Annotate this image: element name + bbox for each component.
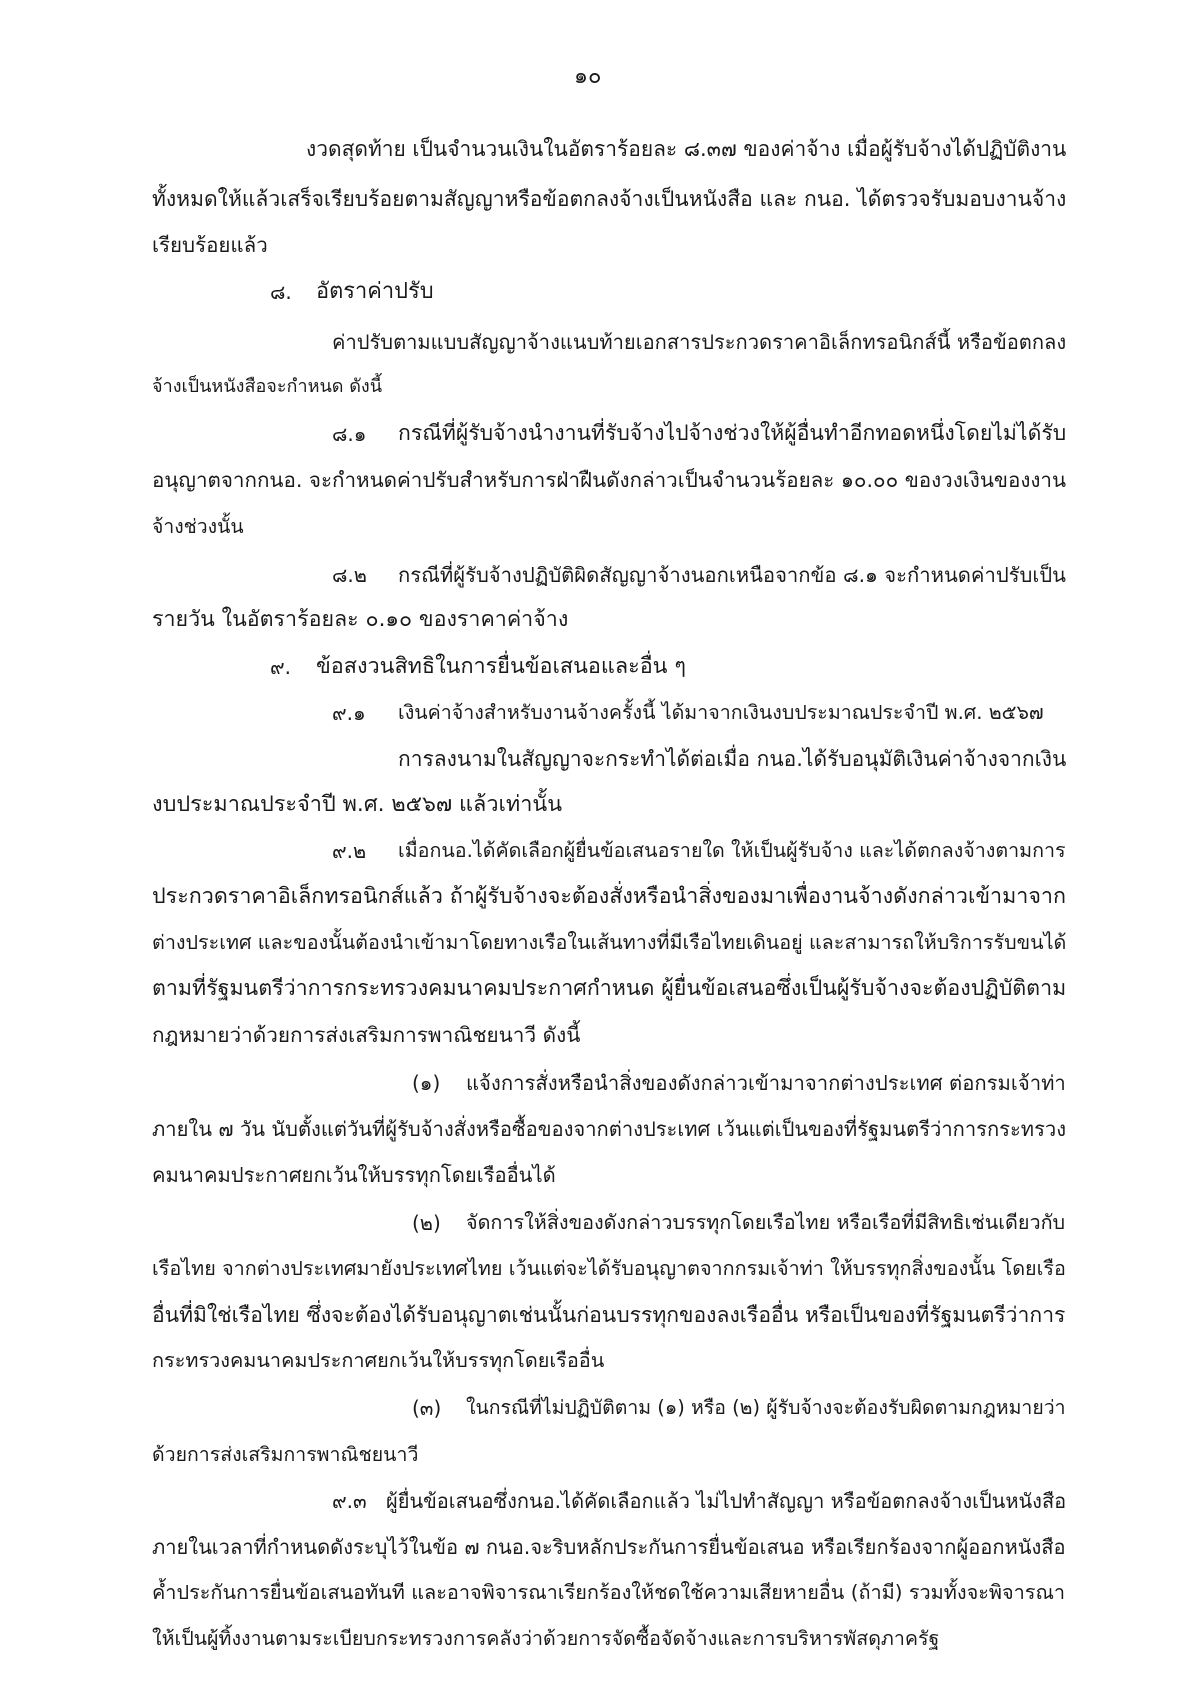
text-line: อื่นที่มิใช่เรือไทย ซึ่งจะต้องได้รับอนุญาตเช่นนั้นก่อนบรรทุกของลงเรืออื่น หรือเป็นของที่รัฐมนตรีว่าการ — [152, 1302, 1066, 1327]
section-number: ๘. — [270, 280, 292, 304]
text-line: ค่าปรับตามแบบสัญญาจ้างแนบท้ายเอกสารประกวดราคาอิเล็กทรอนิกส์นี้ หรือข้อตกลง — [332, 330, 1067, 354]
text-line: เมื่อกนอ.ได้คัดเลือกผู้ยื่นข้อเสนอรายใด ให้เป็นผู้รับจ้าง และได้ตกลงจ้างตามการ — [398, 839, 1066, 862]
text-line: กรณีที่ผู้รับจ้างปฏิบัติผิดสัญญาจ้างนอกเหนือจากข้อ ๘.๑ จะกำหนดค่าปรับเป็น — [398, 563, 1066, 587]
text-line: ค้ำประกันการยื่นข้อเสนอทันที และอาจพิจารณาเรียกร้องให้ชดใช้ความเสียหายอื่น (ถ้ามี) รวมทั้งจะพิจารณา — [152, 1581, 1066, 1604]
page-number: ๑๐ — [574, 64, 602, 89]
text-line: ด้วยการส่งเสริมการพาณิชยนาวี — [152, 1443, 419, 1466]
text-line: คมนาคมประกาศยกเว้นให้บรรทุกโดยเรืออื่นได้ — [152, 1163, 556, 1187]
text-line: งบประมาณประจำปี พ.ศ. ๒๕๖๗ แล้วเท่านั้น — [152, 792, 563, 817]
clause-number: ๙.๒ — [332, 839, 367, 863]
text-line: ภายในเวลาที่กำหนดดังระบุไว้ในข้อ ๗ กนอ.จะริบหลักประกันการยื่นข้อเสนอ หรือเรียกร้องจากผู้ออกหนังสือ — [152, 1535, 1066, 1559]
text-line: จ้างช่วงนั้น — [152, 515, 244, 538]
text-line: แจ้งการสั่งหรือนำสิ่งของดังกล่าวเข้ามาจากต่างประเทศ ต่อกรมเจ้าท่า — [466, 1071, 1066, 1095]
item-number: (๓) — [412, 1396, 442, 1420]
text-line: ภายใน ๗ วัน นับตั้งแต่วันที่ผู้รับจ้างสั่งหรือซื้อของจากต่างประเทศ เว้นแต่เป็นของที่รัฐมนตรีว่าการกระทรวง — [152, 1117, 1067, 1141]
item-number: (๒) — [412, 1211, 441, 1235]
text-line: กระทรวงคมนาคมประกาศยกเว้นให้บรรทุกโดยเรืออื่น — [152, 1349, 605, 1372]
text-line: รายวัน ในอัตราร้อยละ ๐.๑๐ ของราคาค่าจ้าง — [152, 607, 569, 632]
text-line: ทั้งหมดให้แล้วเสร็จเรียบร้อยตามสัญญาหรือข้อตกลงจ้างเป็นหนังสือ และ กนอ. ได้ตรวจรับมอบงานจ้าง — [152, 186, 1067, 211]
text-line: จ้างเป็นหนังสือจะกำหนด ดังนี้ — [152, 376, 383, 397]
clause-number: ๘.๒ — [332, 563, 367, 587]
text-line: กรณีที่ผู้รับจ้างนำงานที่รับจ้างไปจ้างช่วงให้ผู้อื่นทำอีกทอดหนึ่งโดยไม่ได้รับ — [398, 421, 1067, 446]
text-line: ต่างประเทศ และของนั้นต้องนำเข้ามาโดยทางเรือในเส้นทางที่มีเรือไทยเดินอยู่ และสามารถให้บริการรับขนได้ — [152, 931, 1067, 954]
text-line: ผู้ยื่นข้อเสนอซึ่งกนอ.ได้คัดเลือกแล้ว ไม่ไปทำสัญญา หรือข้อตกลงจ้างเป็นหนังสือ — [386, 1489, 1067, 1513]
text-line: การลงนามในสัญญาจะกระทำได้ต่อเมื่อ กนอ.ได้รับอนุมัติเงินค่าจ้างจากเงิน — [398, 747, 1067, 771]
text-line: เงินค่าจ้างสำหรับงานจ้างครั้งนี้ ได้มาจากเงินงบประมาณประจำปี พ.ศ. ๒๕๖๗ — [398, 701, 1044, 724]
item-number: (๑) — [412, 1071, 441, 1095]
text-line: เรือไทย จากต่างประเทศมายังประเทศไทย เว้นแต่จะได้รับอนุญาตจากกรมเจ้าท่า ให้บรรทุกสิ่งของนั้น โดยเรือ — [152, 1257, 1066, 1280]
text-line: ในกรณีที่ไม่ปฏิบัติตาม (๑) หรือ (๒) ผู้รับจ้างจะต้องรับผิดตามกฎหมายว่า — [466, 1396, 1066, 1419]
section-title: ข้อสงวนสิทธิในการยื่นข้อเสนอและอื่น ๆ — [316, 654, 686, 679]
clause-number: ๘.๑ — [332, 422, 367, 446]
text-line: ตามที่รัฐมนตรีว่าการกระทรวงคมนาคมประกาศกำหนด ผู้ยื่นข้อเสนอซึ่งเป็นผู้รับจ้างจะต้องปฏิบัติตาม — [152, 976, 1067, 1001]
text-line: งวดสุดท้าย เป็นจำนวนเงินในอัตราร้อยละ ๘.๓๗ ของค่าจ้าง เมื่อผู้รับจ้างได้ปฏิบัติงาน — [306, 137, 1067, 161]
text-line: ให้เป็นผู้ทิ้งงานตามระเบียบกระทรวงการคลังว่าด้วยการจัดซื้อจัดจ้างและการบริหารพัสดุภาครัฐ — [152, 1627, 940, 1650]
text-line: ประกวดราคาอิเล็กทรอนิกส์แล้ว ถ้าผู้รับจ้างจะต้องสั่งหรือนำสิ่งของมาเพื่องานจ้างดังกล่าวเข้ามาจาก — [152, 884, 1067, 909]
text-line: เรียบร้อยแล้ว — [152, 233, 268, 257]
text-line: อนุญาตจากกนอ. จะกำหนดค่าปรับสำหรับการฝ่าฝืนดังกล่าวเป็นจำนวนร้อยละ ๑๐.๐๐ ของวงเงินของงาน — [152, 468, 1067, 492]
clause-number: ๙.๑ — [332, 701, 366, 725]
section-number: ๙. — [270, 655, 292, 679]
clause-number: ๙.๓ — [332, 1489, 367, 1513]
text-line: กฎหมายว่าด้วยการส่งเสริมการพาณิชยนาวี ดังนี้ — [152, 1023, 581, 1047]
section-title: อัตราค่าปรับ — [316, 279, 434, 304]
text-line: จัดการให้สิ่งของดังกล่าวบรรทุกโดยเรือไทย หรือเรือที่มีสิทธิเช่นเดียวกับ — [466, 1211, 1066, 1234]
